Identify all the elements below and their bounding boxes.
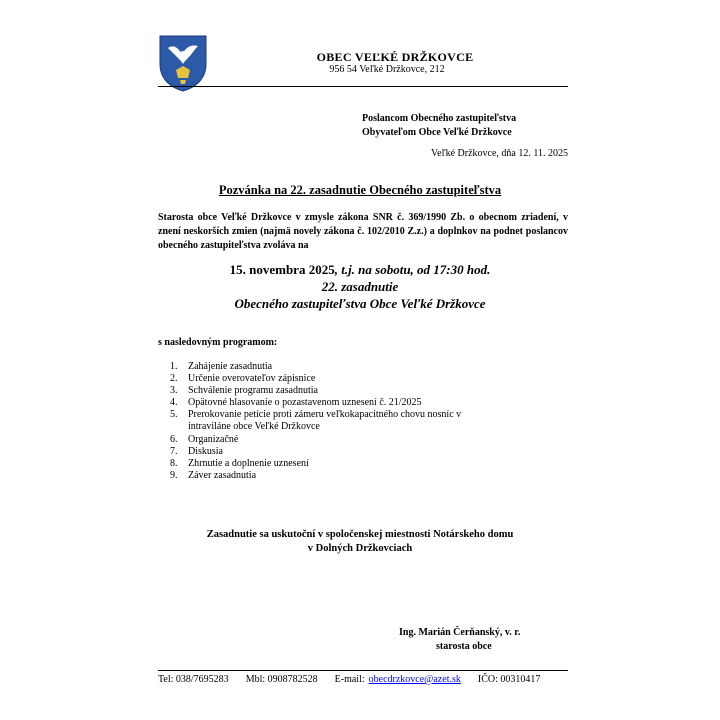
signatory-name: Ing. Marián Čerňanský, v. r. — [399, 627, 521, 638]
meeting-session: 22. zasadnutie — [321, 279, 399, 294]
signatory-role: starosta obce — [436, 641, 492, 652]
recipient-line: Obyvateľom Obce Veľké Držkovce — [362, 127, 512, 138]
program-list — [170, 361, 570, 482]
recipients-block — [362, 112, 516, 140]
meeting-date: 15. novembra 2025 — [229, 262, 335, 277]
venue-notice: Zasadnutie sa uskutoční v spoločenskej miestnosti Notárskeho domu v Dolných Držkovciach — [206, 529, 514, 554]
footer-ico: IČO: 00310417 — [477, 674, 541, 685]
footer-email-link[interactable]: obecdrzkovce@azet.sk — [368, 674, 461, 685]
footer — [158, 674, 558, 685]
document-title: Pozvánka na 22. zasadnutie Obecného zastupiteľstva — [218, 183, 502, 197]
list-item: 6. Organizačné — [170, 433, 239, 445]
footer-email-label: E-mail: — [334, 674, 365, 685]
meeting-details — [0, 261, 720, 312]
list-item: 1. Zahájenie zasadnutia — [170, 361, 273, 372]
list-item: 5. Prerokovanie petície proti zámeru veľkokapacitného chovu nosníc v intraviláne obce Veľké Držkovce — [170, 409, 462, 433]
footer-mobile: Mbl: 0908782528 — [245, 674, 318, 685]
signature-block — [399, 626, 520, 654]
intro-paragraph: Starosta obce Veľké Držkovce v zmysle zákona SNR č. 369/1990 Zb. o obecnom zriadení, v znení neskorších zmien (najmä novely zákona č. 102/2010 Z.z.) a doplnkov na podnet poslancov obecného zastupiteľstva zvoláva na — [158, 212, 568, 251]
list-item: 7. Diskusia — [170, 445, 223, 457]
meeting-body: Obecného zastupiteľstva Obce Veľké Držkovce — [234, 296, 486, 311]
footer-phone: Tel: 038/7695283 — [158, 674, 229, 685]
program-heading: s nasledovným programom: — [158, 337, 278, 348]
list-item: 3. Schválenie programu zasadnutia — [170, 385, 318, 397]
recipient-line: Poslancom Obecného zastupiteľstva — [362, 113, 517, 124]
organization-name: OBEC VEĽKÉ DRŽKOVCE — [316, 50, 474, 64]
organization-address: 956 54 Veľké Držkovce, 212 — [329, 64, 445, 75]
document-date: Veľké Držkovce, dňa 12. 11. 2025 — [431, 148, 568, 159]
footer-divider — [158, 670, 568, 671]
list-item: 2. Určenie overovateľov zápisnice — [170, 373, 316, 385]
list-item: 8. Zhrnutie a doplnenie uznesení — [170, 457, 309, 469]
list-item: 9. Záver zasadnutia — [170, 469, 257, 481]
header-divider — [158, 86, 568, 87]
list-item: 4. Opätovné hlasovanie o pozastavenom uznesení č. 21/2025 — [170, 397, 422, 409]
meeting-day-time: , t.j. na sobotu, od 17:30 hod. — [334, 262, 491, 277]
